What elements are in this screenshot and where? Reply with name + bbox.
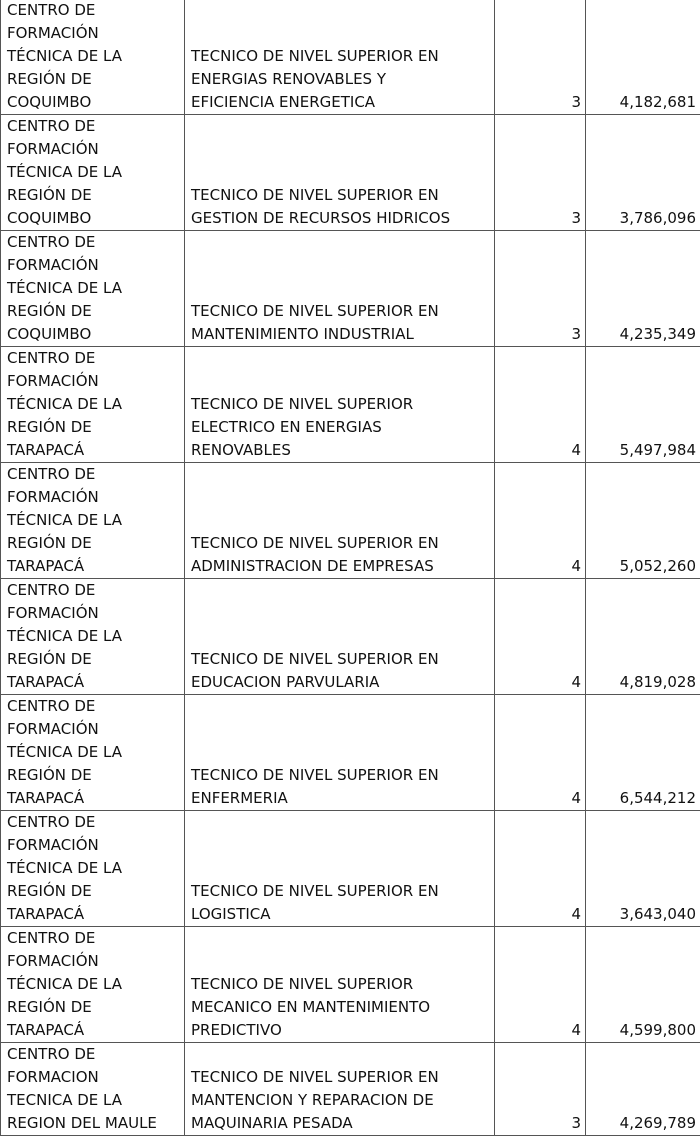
program-line: LOGISTICA xyxy=(191,903,488,926)
duration-cell: 3 xyxy=(495,1043,586,1136)
institution-line: CENTRO DE xyxy=(7,0,178,22)
program-line: MANTENCION Y REPARACION DE xyxy=(191,1089,488,1112)
institution-line: CENTRO DE xyxy=(7,927,178,950)
institution-cell xyxy=(1,1043,185,1136)
institution-cell xyxy=(1,695,185,811)
program-line: TECNICO DE NIVEL SUPERIOR xyxy=(191,973,488,996)
duration-cell: 4 xyxy=(495,347,586,463)
institution-line: FORMACIÓN xyxy=(7,718,178,741)
duration-cell: 3 xyxy=(495,115,586,231)
table-row xyxy=(1,811,700,927)
institution-line: TÉCNICA DE LA xyxy=(7,973,178,996)
program-line: ELECTRICO EN ENERGIAS xyxy=(191,416,488,439)
institution-line: COQUIMBO xyxy=(7,207,178,230)
institution-line: TARAPACÁ xyxy=(7,787,178,810)
institution-line: REGIÓN DE xyxy=(7,68,178,91)
institution-line: FORMACIÓN xyxy=(7,22,178,45)
institution-cell xyxy=(1,579,185,695)
institution-line: REGION DEL MAULE xyxy=(7,1112,178,1135)
table-row xyxy=(1,1043,700,1136)
program-line: TECNICO DE NIVEL SUPERIOR EN xyxy=(191,300,488,323)
institution-line: CENTRO DE xyxy=(7,1043,178,1066)
institution-line: FORMACIÓN xyxy=(7,950,178,973)
program-line: TECNICO DE NIVEL SUPERIOR EN xyxy=(191,648,488,671)
program-line: MAQUINARIA PESADA xyxy=(191,1112,488,1135)
institution-line: TÉCNICA DE LA xyxy=(7,509,178,532)
institution-line: CENTRO DE xyxy=(7,811,178,834)
program-line: EFICIENCIA ENERGETICA xyxy=(191,91,488,114)
institution-line: TÉCNICA DE LA xyxy=(7,161,178,184)
table-row xyxy=(1,0,700,115)
institution-cell xyxy=(1,0,185,115)
amount-cell: 4,269,789 xyxy=(586,1043,700,1136)
program-cell xyxy=(185,231,495,347)
institution-line: TARAPACÁ xyxy=(7,903,178,926)
table-row xyxy=(1,579,700,695)
institution-line: REGIÓN DE xyxy=(7,880,178,903)
institution-line: TÉCNICA DE LA xyxy=(7,741,178,764)
duration-cell: 4 xyxy=(495,463,586,579)
institution-line: CENTRO DE xyxy=(7,695,178,718)
program-line: TECNICO DE NIVEL SUPERIOR EN xyxy=(191,880,488,903)
duration-cell: 4 xyxy=(495,927,586,1043)
institution-line: TÉCNICA DE LA xyxy=(7,857,178,880)
institution-cell xyxy=(1,811,185,927)
table-body xyxy=(1,0,700,1136)
institution-line: COQUIMBO xyxy=(7,91,178,114)
program-line: EDUCACION PARVULARIA xyxy=(191,671,488,694)
program-line: GESTION DE RECURSOS HIDRICOS xyxy=(191,207,488,230)
program-cell xyxy=(185,0,495,115)
institution-cell xyxy=(1,231,185,347)
program-line: TECNICO DE NIVEL SUPERIOR EN xyxy=(191,45,488,68)
amount-cell: 6,544,212 xyxy=(586,695,700,811)
program-line: TECNICO DE NIVEL SUPERIOR xyxy=(191,393,488,416)
program-line: TECNICO DE NIVEL SUPERIOR EN xyxy=(191,764,488,787)
table-row xyxy=(1,463,700,579)
program-line: ENERGIAS RENOVABLES Y xyxy=(191,68,488,91)
institution-line: TÉCNICA DE LA xyxy=(7,393,178,416)
institution-line: FORMACIÓN xyxy=(7,602,178,625)
institution-line: COQUIMBO xyxy=(7,323,178,346)
institution-cell xyxy=(1,115,185,231)
institution-line: REGIÓN DE xyxy=(7,764,178,787)
program-line: TECNICO DE NIVEL SUPERIOR EN xyxy=(191,532,488,555)
duration-cell: 4 xyxy=(495,579,586,695)
program-line: ENFERMERIA xyxy=(191,787,488,810)
table-row xyxy=(1,347,700,463)
program-line: RENOVABLES xyxy=(191,439,488,462)
program-line: ADMINISTRACION DE EMPRESAS xyxy=(191,555,488,578)
program-cell xyxy=(185,115,495,231)
amount-cell: 4,182,681 xyxy=(586,0,700,115)
institution-line: FORMACIÓN xyxy=(7,138,178,161)
program-cell xyxy=(185,1043,495,1136)
program-line: TECNICO DE NIVEL SUPERIOR EN xyxy=(191,1066,488,1089)
institution-line: REGIÓN DE xyxy=(7,300,178,323)
institution-line: TARAPACÁ xyxy=(7,671,178,694)
institution-line: FORMACIÓN xyxy=(7,370,178,393)
duration-cell: 4 xyxy=(495,695,586,811)
institution-cell xyxy=(1,463,185,579)
institution-line: REGIÓN DE xyxy=(7,648,178,671)
institution-line: FORMACIÓN xyxy=(7,486,178,509)
institution-line: CENTRO DE xyxy=(7,115,178,138)
institution-line: TARAPACÁ xyxy=(7,555,178,578)
amount-cell: 5,497,984 xyxy=(586,347,700,463)
amount-cell: 3,643,040 xyxy=(586,811,700,927)
institution-line: TÉCNICA DE LA xyxy=(7,277,178,300)
amount-cell: 4,599,800 xyxy=(586,927,700,1043)
institution-line: REGIÓN DE xyxy=(7,416,178,439)
program-line: PREDICTIVO xyxy=(191,1019,488,1042)
program-cell xyxy=(185,579,495,695)
duration-cell: 3 xyxy=(495,0,586,115)
program-line: MANTENIMIENTO INDUSTRIAL xyxy=(191,323,488,346)
table-row xyxy=(1,115,700,231)
duration-cell: 3 xyxy=(495,231,586,347)
institution-line: CENTRO DE xyxy=(7,231,178,254)
institution-line: CENTRO DE xyxy=(7,347,178,370)
institution-line: TECNICA DE LA xyxy=(7,1089,178,1112)
program-line: MECANICO EN MANTENIMIENTO xyxy=(191,996,488,1019)
program-cell xyxy=(185,927,495,1043)
amount-cell: 4,235,349 xyxy=(586,231,700,347)
institution-line: TÉCNICA DE LA xyxy=(7,625,178,648)
program-cell xyxy=(185,695,495,811)
table-row xyxy=(1,695,700,811)
institution-line: REGIÓN DE xyxy=(7,532,178,555)
table-row xyxy=(1,927,700,1043)
amount-cell: 5,052,260 xyxy=(586,463,700,579)
institution-line: FORMACIÓN xyxy=(7,834,178,857)
institution-line: REGIÓN DE xyxy=(7,996,178,1019)
program-cell xyxy=(185,463,495,579)
amount-cell: 3,786,096 xyxy=(586,115,700,231)
institution-cell xyxy=(1,347,185,463)
program-cell xyxy=(185,811,495,927)
institution-line: FORMACIÓN xyxy=(7,254,178,277)
duration-cell: 4 xyxy=(495,811,586,927)
program-cell xyxy=(185,347,495,463)
institution-line: TARAPACÁ xyxy=(7,1019,178,1042)
institution-line: FORMACION xyxy=(7,1066,178,1089)
institution-line: TARAPACÁ xyxy=(7,439,178,462)
table-row xyxy=(1,231,700,347)
institution-line: CENTRO DE xyxy=(7,579,178,602)
institution-line: CENTRO DE xyxy=(7,463,178,486)
program-line: TECNICO DE NIVEL SUPERIOR EN xyxy=(191,184,488,207)
amount-cell: 4,819,028 xyxy=(586,579,700,695)
institution-line: REGIÓN DE xyxy=(7,184,178,207)
institution-line: TÉCNICA DE LA xyxy=(7,45,178,68)
institution-cell xyxy=(1,927,185,1043)
